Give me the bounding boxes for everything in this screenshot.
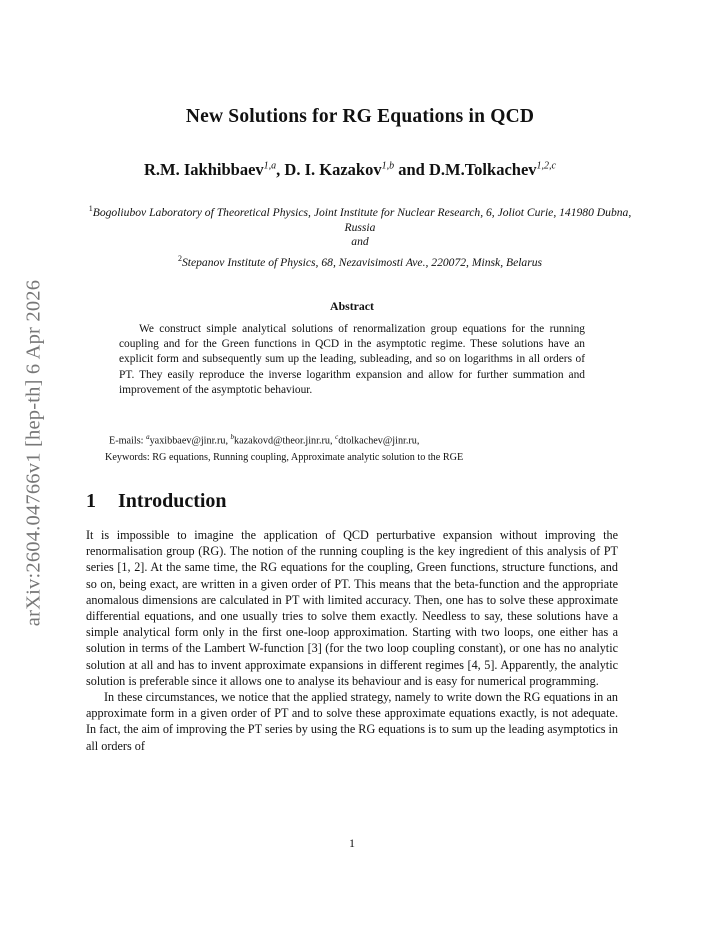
section-title: Introduction	[118, 490, 227, 512]
author-separator: ,	[276, 160, 285, 179]
arxiv-identifier-stamp	[14, 265, 54, 640]
affiliation-text: Stepanov Institute of Physics, 68, Nezavisimosti Ave., 220072, Minsk, Belarus	[181, 255, 543, 269]
body-text	[86, 527, 618, 754]
author-affiliation-mark: 1,2,c	[536, 160, 556, 172]
email-label: E-mails:	[109, 435, 147, 447]
author-affiliation-mark: 1,a	[263, 160, 277, 172]
author-name: D. I. Kazakov	[284, 160, 382, 179]
email-address: kazakovd@theor.jinr.ru,	[234, 435, 336, 447]
abstract-heading: Abstract	[330, 299, 374, 313]
paper-title: New Solutions for RG Equations in QCD	[185, 106, 535, 127]
affiliation-conjunction: and	[351, 235, 369, 248]
arxiv-stamp-text: arXiv:2604.04766v1 [hep-th] 6 Apr 2026	[22, 279, 45, 626]
abstract-text: We construct simple analytical solutions of renormalization group equations for the running coupling and for the Green functions in QCD in the asymptotic regime. These solutions have an explicit form and subsequently sum up the leading, subleading, and so on logarithms in all orders of PT. They easily reproduce the inverse logarithm expansion and allow for further summation and improvement of the asymptotic behaviour.	[119, 323, 585, 396]
paragraph: It is impossible to imagine the application of QCD perturbative expansion without improving the renormalisation group (RG). The notion of the running coupling is the key ingredient of this analysis of PT series [1, 2]. At the same time, the RG equations for the coupling, Green functions, structure functions, and so on, being exact, are written in a given order of PT. This means that the beta-function and the appropriate anomalous dimensions are calculated in PT with limited accuracy. Then, one has to solve these approximate differential equations, and one usually tries to solve them exactly. Needless to say, these solutions have a simple analytical form only in the first one-loop approximation. Starting with two loops, one either has a solution in terms of the Lambert W-function [3] (for the two loop coupling constant), or one has no analytic solution at all and has to invent approximate expansions in different regimes [4, 5]. Apparently, the analytic solution is preferable since it allows one to analyse its behaviour and is easy for numerical programming.	[86, 528, 618, 688]
author-affiliation-mark: 1,b	[381, 160, 395, 172]
email-mark: c	[335, 433, 339, 441]
email-mark: b	[230, 433, 235, 441]
affiliation-second	[80, 251, 640, 270]
author-list	[0, 160, 700, 180]
author-name: D.M.Tolkachev	[428, 160, 537, 179]
affiliation-first	[80, 201, 640, 236]
paragraph: In these circumstances, we notice that the applied strategy, namely to write down the RG equations in an approximate form in a given order of PT and to solve these approximate equations exactly, is not adequate. In fact, the aim of improving the PT series by using the RG equations is to sum up the leading asymptotics in all orders of	[86, 690, 618, 753]
page-number: 1	[349, 836, 355, 850]
author-name: R.M. Iakhibbaev	[144, 160, 264, 179]
email-line	[109, 433, 629, 446]
author-separator: and	[394, 160, 429, 179]
section-number: 1	[86, 490, 96, 512]
email-address: dtolkachev@jinr.ru,	[338, 435, 420, 447]
keywords-line: Keywords: RG equations, Running coupling, Approximate analytic solution to the RGE	[105, 452, 464, 463]
affiliation-mark: 1	[88, 204, 93, 213]
affiliation-text: Bogoliubov Laboratory of Theoretical Physics, Joint Institute for Nuclear Research, 6, Joliot Curie, 141980 Dubna, Russia	[92, 205, 632, 235]
email-mark: a	[146, 433, 150, 441]
affiliation-mark: 2	[177, 254, 182, 263]
section-heading	[86, 490, 227, 513]
email-address: yaxibbaev@jinr.ru,	[149, 435, 231, 447]
